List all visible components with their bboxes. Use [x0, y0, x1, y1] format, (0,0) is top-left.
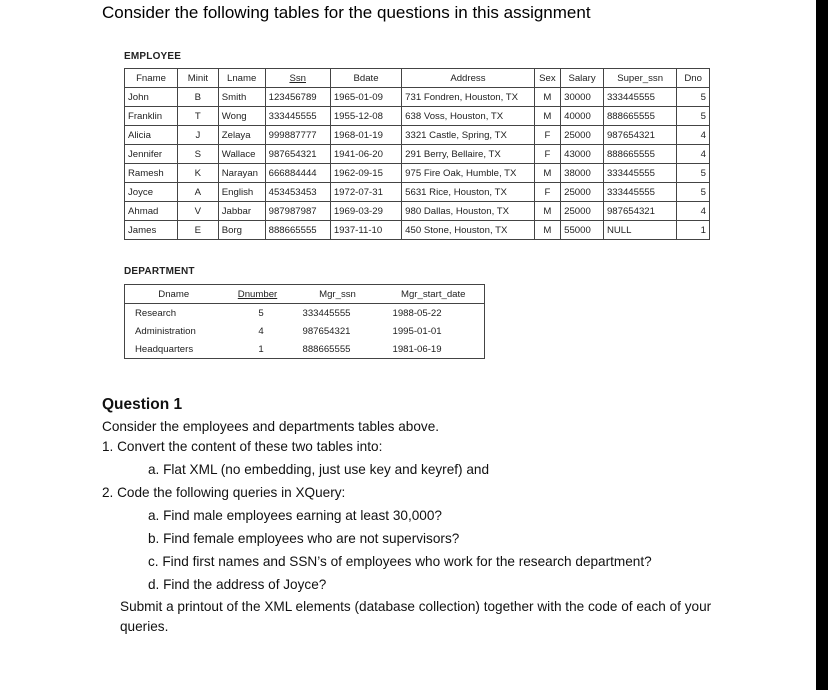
employee-cell: 25000 [561, 126, 604, 145]
query-item: b. Find female employees who are not supervisors? [148, 531, 460, 546]
employee-cell: 453453453 [265, 183, 330, 202]
department-cell: 333445555 [302, 307, 351, 319]
employee-cell: 999887777 [265, 126, 330, 145]
employee-cell: 4 [677, 202, 710, 221]
employee-cell: 4 [677, 126, 710, 145]
employee-cell: T [177, 107, 218, 126]
employee-cell: 987654321 [265, 145, 330, 164]
employee-cell: 1937-11-10 [330, 221, 401, 240]
employee-cell: 987654321 [603, 202, 676, 221]
department-cell: Administration [135, 325, 196, 337]
employee-cell: M [534, 221, 560, 240]
employee-cell: 1 [677, 221, 710, 240]
employee-col-header: Minit [177, 69, 218, 88]
employee-cell: NULL [603, 221, 676, 240]
employee-row [125, 221, 710, 240]
employee-cell: Ahmad [125, 202, 178, 221]
employee-cell: 666884444 [265, 164, 330, 183]
question-item-1a: a. Flat XML (no embedding, just use key and keyref) and [148, 462, 490, 477]
department-col-header: Mgr_start_date [383, 285, 485, 304]
employee-cell: 1969-03-29 [330, 202, 401, 221]
employee-cell: 40000 [561, 107, 604, 126]
employee-cell: 5 [677, 88, 710, 107]
employee-cell: F [534, 126, 560, 145]
employee-col-header: Sex [534, 69, 560, 88]
department-col-header: Dname [125, 285, 223, 304]
employee-cell: 333445555 [603, 164, 676, 183]
employee-cell: F [534, 145, 560, 164]
employee-col-header: Dno [677, 69, 710, 88]
employee-cell: 333445555 [265, 107, 330, 126]
employee-cell: A [177, 183, 218, 202]
page-heading: Consider the following tables for the questions in this assignment [102, 3, 591, 22]
employee-cell: 5631 Rice, Houston, TX [402, 183, 534, 202]
employee-cell: Joyce [125, 183, 178, 202]
department-cell: 987654321 [302, 325, 351, 337]
question-title: Question 1 [102, 396, 183, 413]
question-intro: Consider the employees and departments tables above. [102, 419, 440, 434]
question-item-2: 2. Code the following queries in XQuery: [102, 485, 346, 500]
department-table [124, 284, 485, 359]
department-cell: 5 [258, 307, 264, 319]
department-table-title: DEPARTMENT [124, 266, 195, 277]
employee-cell: 1955-12-08 [330, 107, 401, 126]
employee-cell: 450 Stone, Houston, TX [402, 221, 534, 240]
employee-cell: 333445555 [603, 88, 676, 107]
query-item: c. Find first names and SSN’s of employees who work for the research department? [148, 554, 652, 569]
employee-cell: J [177, 126, 218, 145]
employee-col-header: Bdate [330, 69, 401, 88]
department-header-row [125, 285, 485, 304]
department-cell: 4 [258, 325, 264, 337]
employee-cell: 638 Voss, Houston, TX [402, 107, 534, 126]
employee-cell: M [534, 202, 560, 221]
department-cell: 1988-05-22 [392, 307, 442, 319]
employee-cell: 123456789 [265, 88, 330, 107]
employee-cell: 731 Fondren, Houston, TX [402, 88, 534, 107]
employee-cell: M [534, 107, 560, 126]
employee-cell: 987654321 [603, 126, 676, 145]
employee-cell: V [177, 202, 218, 221]
employee-cell: Alicia [125, 126, 178, 145]
employee-cell: 888665555 [603, 145, 676, 164]
employee-cell: 3321 Castle, Spring, TX [402, 126, 534, 145]
employee-row [125, 88, 710, 107]
employee-cell: Franklin [125, 107, 178, 126]
employee-cell: 5 [677, 107, 710, 126]
department-cell: Headquarters [135, 343, 194, 355]
employee-cell: M [534, 88, 560, 107]
employee-col-header: Ssn [265, 69, 330, 88]
employee-cell: F [534, 183, 560, 202]
employee-row [125, 145, 710, 164]
employee-cell: 975 Fire Oak, Humble, TX [402, 164, 534, 183]
employee-table [124, 68, 710, 240]
employee-cell: 980 Dallas, Houston, TX [402, 202, 534, 221]
department-cell: 888665555 [302, 343, 351, 355]
employee-cell: 987987987 [265, 202, 330, 221]
employee-cell: 38000 [561, 164, 604, 183]
employee-cell: Wallace [218, 145, 265, 164]
employee-row [125, 126, 710, 145]
employee-col-header: Fname [125, 69, 178, 88]
employee-cell: Jennifer [125, 145, 178, 164]
employee-cell: 5 [677, 164, 710, 183]
department-row [125, 322, 485, 340]
employee-cell: 291 Berry, Bellaire, TX [402, 145, 534, 164]
employee-header-row [125, 69, 710, 88]
employee-row [125, 202, 710, 221]
employee-cell: 55000 [561, 221, 604, 240]
employee-cell: 888665555 [265, 221, 330, 240]
department-row [125, 340, 485, 359]
department-cell: 1 [258, 343, 264, 355]
query-item: d. Find the address of Joyce? [148, 577, 327, 592]
employee-cell: Smith [218, 88, 265, 107]
employee-cell: 1941-06-20 [330, 145, 401, 164]
department-col-header: Mgr_ssn [293, 285, 383, 304]
department-cell: 1981-06-19 [392, 343, 442, 355]
employee-cell: James [125, 221, 178, 240]
employee-cell: Zelaya [218, 126, 265, 145]
employee-row [125, 107, 710, 126]
employee-row [125, 164, 710, 183]
department-col-header: Dnumber [223, 285, 293, 304]
employee-cell: 333445555 [603, 183, 676, 202]
query-item: a. Find male employees earning at least 30,000? [148, 508, 442, 523]
employee-cell: Wong [218, 107, 265, 126]
employee-cell: Narayan [218, 164, 265, 183]
employee-cell: 25000 [561, 202, 604, 221]
employee-cell: 1968-01-19 [330, 126, 401, 145]
employee-cell: 888665555 [603, 107, 676, 126]
employee-col-header: Salary [561, 69, 604, 88]
employee-cell: E [177, 221, 218, 240]
employee-col-header: Lname [218, 69, 265, 88]
employee-cell: 25000 [561, 183, 604, 202]
employee-row [125, 183, 710, 202]
employee-cell: Jabbar [218, 202, 265, 221]
employee-col-header: Super_ssn [603, 69, 676, 88]
employee-cell: 1962-09-15 [330, 164, 401, 183]
department-row [125, 304, 485, 323]
employee-cell: Borg [218, 221, 265, 240]
employee-cell: 4 [677, 145, 710, 164]
employee-cell: B [177, 88, 218, 107]
employee-cell: English [218, 183, 265, 202]
employee-cell: 1965-01-09 [330, 88, 401, 107]
employee-cell: K [177, 164, 218, 183]
employee-table-title: EMPLOYEE [124, 51, 182, 62]
employee-cell: 1972-07-31 [330, 183, 401, 202]
submit-instructions: Submit a printout of the XML elements (database collection) together with the code of each of your queries. [120, 599, 712, 634]
employee-cell: John [125, 88, 178, 107]
department-cell: 1995-01-01 [392, 325, 442, 337]
employee-cell: S [177, 145, 218, 164]
employee-cell: Ramesh [125, 164, 178, 183]
employee-cell: 30000 [561, 88, 604, 107]
employee-col-header: Address [402, 69, 534, 88]
question-item-1: 1. Convert the content of these two tables into: [102, 439, 383, 454]
employee-cell: 5 [677, 183, 710, 202]
employee-cell: M [534, 164, 560, 183]
employee-cell: 43000 [561, 145, 604, 164]
department-cell: Research [135, 307, 177, 319]
